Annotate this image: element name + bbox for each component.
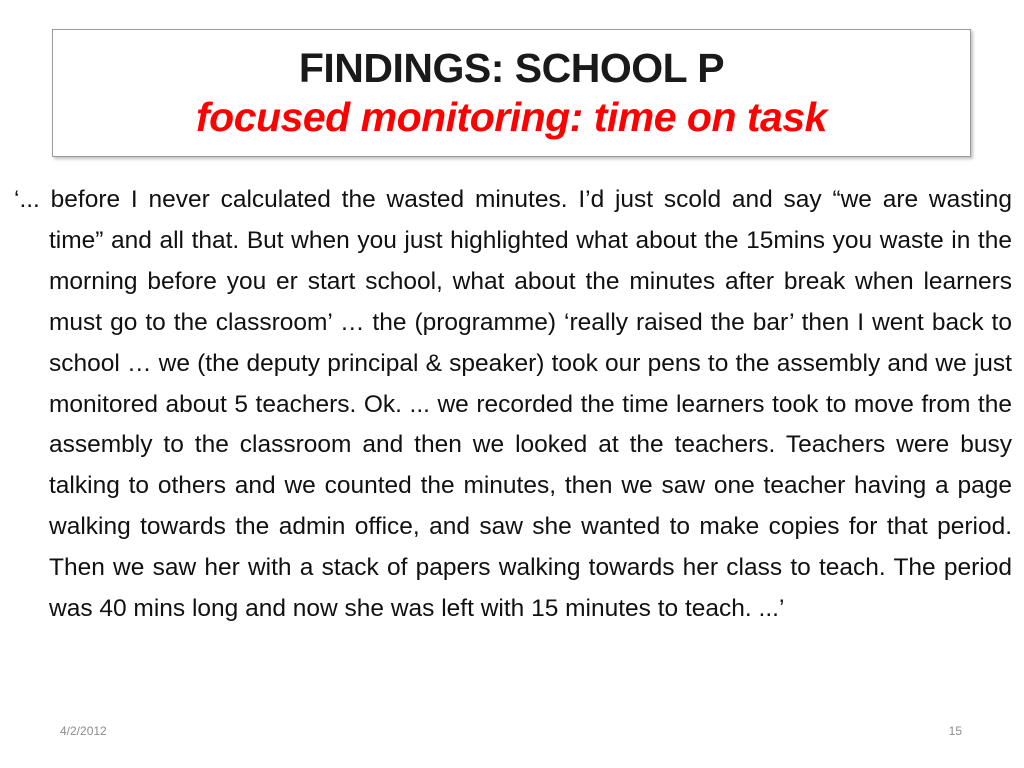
quote-body: ‘... before I never calculated the wasted minutes. I’d just scold and say “we are wasting time” and all that. But when you just highlighted what about the 15mins you waste in the morning before you er start school, what about the minutes after break when learners must go to the classroom’ … the (programme) ‘really raised the bar’ then I went back to school … we (the deputy principal & speaker) took our pens to the assembly and we just monitored about 5 teachers. Ok. ... we recorded the time learners took to move from the assembly to the classroom and then we looked at the teachers. Teachers were busy talking to others and we counted the minutes, then we saw one teacher having a page walking towards the admin office, and saw she wanted to make copies for that period. Then we saw her with a stack of papers walking towards her class to teach. The period was 40 mins long and now she was left with 15 minutes to teach. ...’ [14,186,1012,623]
slide-title: FINDINGS: SCHOOL P [298,45,725,91]
title-box [52,29,971,157]
footer-date: 4/2/2012 [60,724,107,738]
slide-subtitle: focused monitoring: time on task [196,94,827,140]
page-number: 15 [948,724,962,738]
